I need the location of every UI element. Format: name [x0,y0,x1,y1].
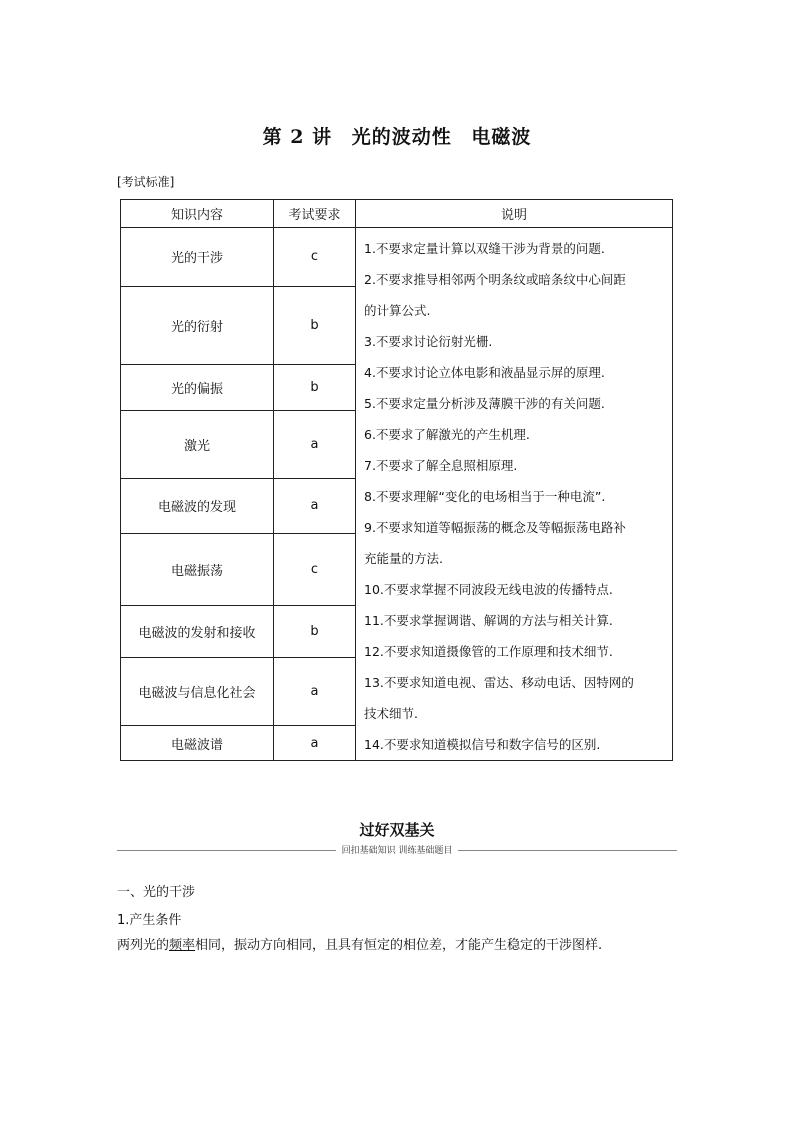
requirement-cell: a [274,478,356,533]
knowledge-cell: 光的干涉 [121,228,274,287]
heading-interference: 一、光的干涉 [117,885,196,900]
knowledge-cell: 光的偏振 [121,365,274,411]
requirement-cell: b [274,286,356,364]
body-paragraph: 两列光的频率相同，振动方向相同，且具有恒定的相位差，才能产生稳定的干涉图样. [117,938,603,953]
requirement-cell: a [274,410,356,478]
note-line: 技术细节. [364,706,418,721]
requirement-cell: a [274,658,356,726]
requirement-cell: b [274,365,356,411]
requirement-cell: a [274,726,356,761]
note-line: 9.不要求知道等幅振荡的概念及等幅振荡电路补 [364,520,626,535]
header-knowledge: 知识内容 [121,200,274,228]
note-line: 2.不要求推导相邻两个明条纹或暗条纹中心间距 [364,272,626,287]
exam-standards-label: [考试标准] [117,175,175,189]
knowledge-cell: 电磁波的发现 [121,478,274,533]
note-line: 13.不要求知道电视、雷达、移动电话、因特网的 [364,675,634,690]
note-line: 3.不要求讨论衍射光栅. [364,334,493,349]
note-line: 12.不要求知道摄像管的工作原理和技术细节. [364,644,613,659]
lecture-number: 第 2 讲 [262,126,333,148]
table-row [121,228,673,287]
note-line: 14.不要求知道模拟信号和数字信号的区别. [364,737,601,752]
knowledge-cell: 电磁波谱 [121,726,274,761]
note-line: 的计算公式. [364,303,431,318]
section-title: 过好双基关 [359,821,435,839]
note-line: 充能量的方法. [364,551,443,566]
requirement-cell: c [274,228,356,287]
lecture-topic-1: 光的波动性 [351,126,452,148]
knowledge-cell: 电磁波的发射和接收 [121,605,274,658]
notes-cell [356,228,673,761]
exam-standards-table [120,199,673,761]
requirement-cell: b [274,605,356,658]
note-line: 5.不要求定量分析涉及薄膜干涉的有关问题. [364,396,605,411]
knowledge-cell: 激光 [121,410,274,478]
requirement-cell: c [274,533,356,605]
header-notes: 说明 [356,200,673,228]
knowledge-cell: 电磁振荡 [121,533,274,605]
note-line: 10.不要求掌握不同波段无线电波的传播特点. [364,582,613,597]
note-line: 1.不要求定量计算以双缝干涉为背景的问题. [364,241,605,256]
note-line: 8.不要求理解“变化的电场相当于一种电流”. [364,489,606,504]
note-line: 6.不要求了解激光的产生机理. [364,427,530,442]
underlined-term: 频率 [169,938,196,953]
knowledge-cell: 电磁波与信息化社会 [121,658,274,726]
header-requirement: 考试要求 [274,200,356,228]
knowledge-cell: 光的衍射 [121,286,274,364]
note-line: 4.不要求讨论立体电影和液晶显示屏的原理. [364,365,605,380]
lecture-topic-2: 电磁波 [471,126,532,148]
note-line: 11.不要求掌握调谐、解调的方法与相关计算. [364,613,613,628]
heading-conditions: 1.产生条件 [117,913,182,928]
note-line: 7.不要求了解全息照相原理. [364,458,518,473]
section-subtitle: 回扣基础知识 训练基础题目 [0,843,794,856]
page-title [0,122,794,149]
table-header-row [121,200,673,228]
